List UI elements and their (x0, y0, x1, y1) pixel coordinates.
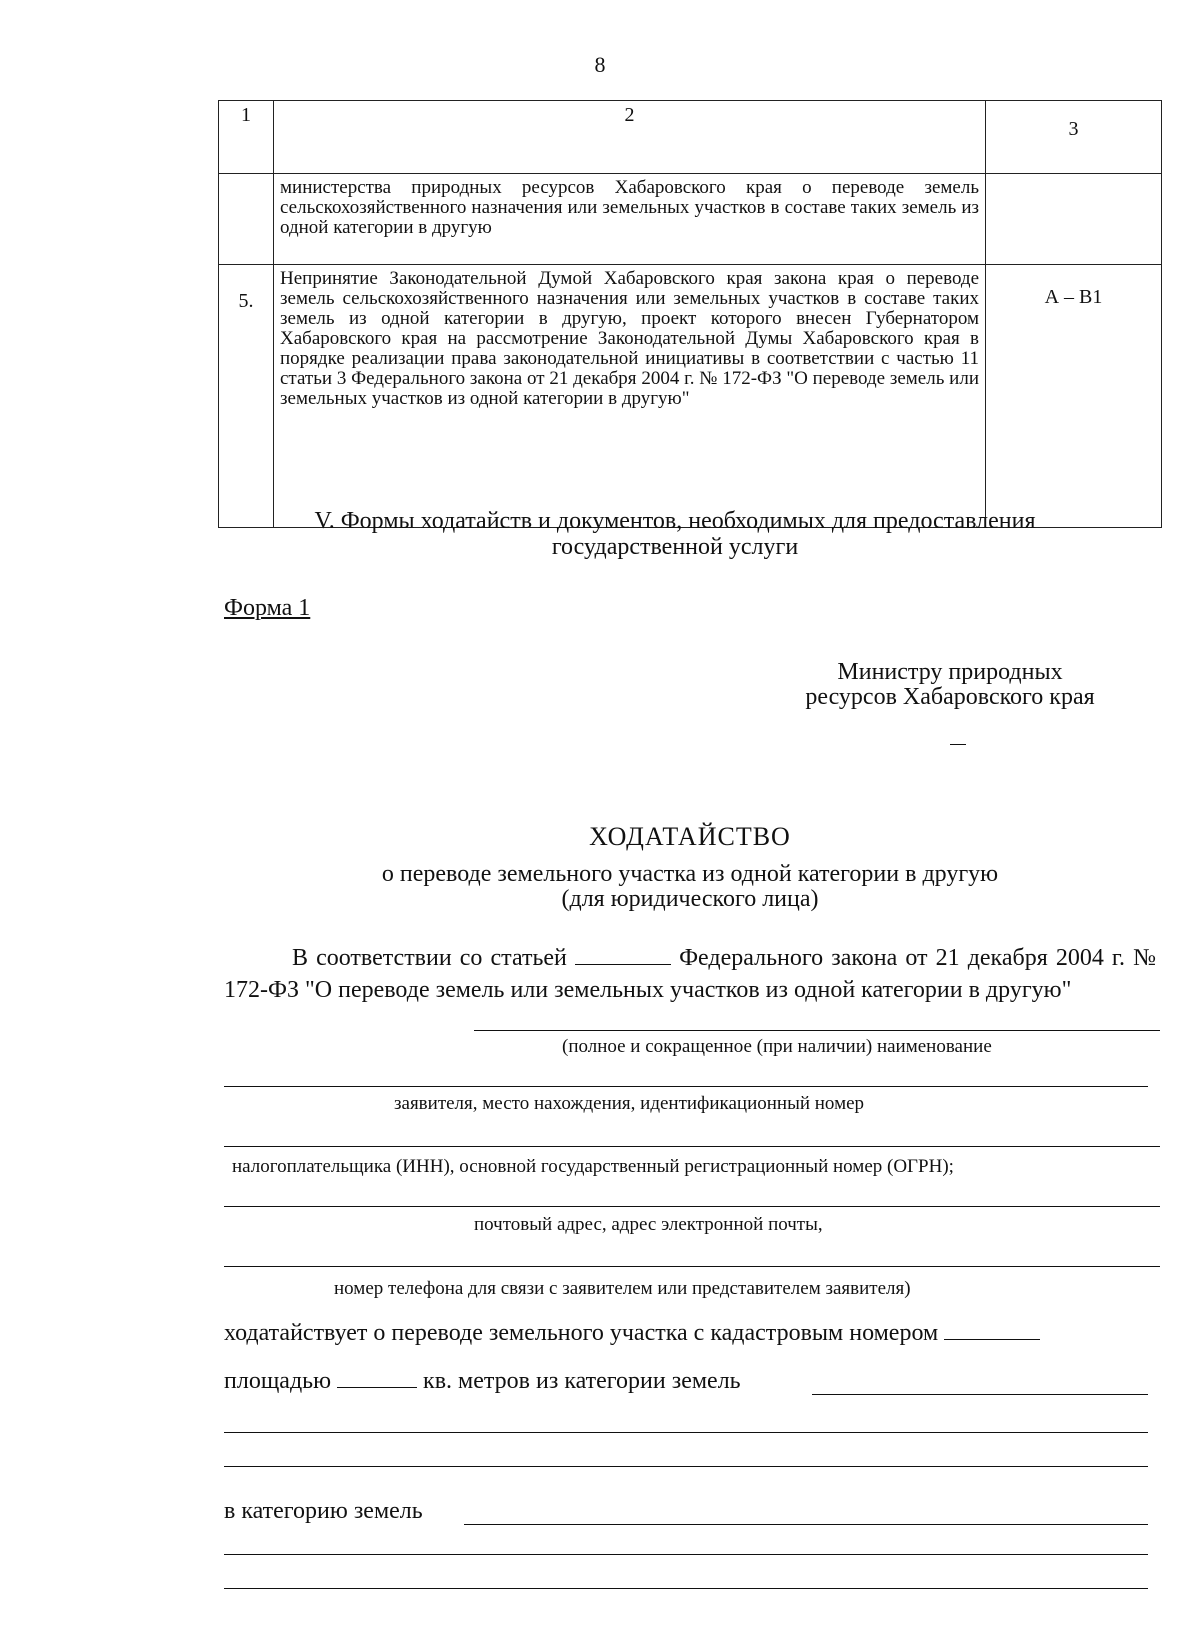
source-category-line-1[interactable] (812, 1394, 1148, 1395)
petition-text: ходатайствует о переводе земельного участка с кадастровым номером (224, 1320, 939, 1346)
row-number (219, 174, 274, 265)
row-code (986, 174, 1162, 265)
caption-tax-ids: налогоплательщика (ИНН), основной государственный регистрационный номер (ОГРН); (232, 1156, 954, 1177)
addressee-line1: Министру природных (837, 659, 1063, 685)
target-category-label: в категорию земель (224, 1498, 423, 1524)
table-header-row (219, 101, 1162, 174)
row-text: министерства природных ресурсов Хабаровского края о переводе земель сельскохозяйственного назначения или земельных участков в составе таких земель из одной категории в другую (274, 174, 986, 265)
row-number: 5. (219, 265, 274, 528)
addressee-line2: ресурсов Хабаровского края (805, 684, 1095, 710)
page-number: 8 (594, 52, 606, 77)
source-category-line-3[interactable] (224, 1466, 1148, 1467)
document-title: ХОДАТАЙСТВО (589, 822, 791, 851)
row-text: Непринятие Законодательной Думой Хабаровского края закона края о переводе земель сельскохозяйственного назначения или земельных участков в составе таких земель из одной категории в другую, проект которого внесен Губернатором Хабаровского края на рассмотрение Законодательной Думы Хабаровского края в порядке реализации права законодательной инициативы в соответствии с частью 11 статьи 3 Федерального закона от 21 декабря 2004 г. № 172-ФЗ "О переводе земель или земельных участков из одной категории в другую" (274, 265, 986, 528)
document-subtitle-line1: о переводе земельного участка из одной категории в другую (381, 861, 999, 887)
table-row (219, 174, 1162, 265)
cadastral-number-blank[interactable] (944, 1321, 1040, 1340)
body-text-part1: В соответствии со статьей (292, 945, 567, 971)
addressee-block (760, 660, 1140, 710)
article-number-blank[interactable] (575, 946, 671, 965)
section-heading-line1: V. Формы ходатайств и документов, необходимых для предоставления (314, 508, 1036, 534)
applicant-name-line-5[interactable] (224, 1266, 1160, 1267)
applicant-name-line-1[interactable] (474, 1030, 1160, 1031)
section-heading (230, 508, 1120, 560)
applicant-name-line-4[interactable] (224, 1206, 1160, 1207)
row-code: А – В1 (986, 265, 1162, 528)
document-subtitle (230, 862, 1150, 912)
header-col-3: 3 (986, 101, 1162, 174)
target-category-line (224, 1498, 423, 1525)
applicant-name-line-3[interactable] (224, 1146, 1160, 1147)
caption-location: заявителя, место нахождения, идентификационный номер (394, 1093, 865, 1114)
target-category-line-2[interactable] (224, 1554, 1148, 1555)
area-blank[interactable] (337, 1369, 417, 1388)
body-text-part2: Федерального закона от 21 декабря 2004 г. № 172-ФЗ "О переводе земель или земельных участков из одной категории в другую" (224, 945, 1157, 1003)
area-line (224, 1368, 741, 1395)
header-col-2: 2 (274, 101, 986, 174)
caption-address-email: почтовый адрес, адрес электронной почты, (474, 1214, 823, 1235)
source-category-line-2[interactable] (224, 1432, 1148, 1433)
header-col-1: 1 (219, 101, 274, 174)
target-category-line-3[interactable] (224, 1588, 1148, 1589)
caption-applicant-name: (полное и сокращенное (при наличии) наименование (562, 1036, 992, 1057)
results-table (218, 100, 1162, 528)
form-label: Форма 1 (224, 595, 311, 621)
area-prefix: площадью (224, 1368, 332, 1394)
body-paragraph (224, 942, 1156, 1006)
petition-line (224, 1320, 1040, 1347)
table-row (219, 265, 1162, 528)
area-suffix: кв. метров из категории земель (423, 1368, 741, 1394)
document-subtitle-line2: (для юридического лица) (561, 886, 819, 912)
caption-phone: номер телефона для связи с заявителем или представителем заявителя) (334, 1278, 911, 1299)
target-category-line-1[interactable] (464, 1524, 1148, 1525)
section-heading-line2: государственной услуги (551, 534, 799, 560)
dash-mark (950, 744, 966, 745)
applicant-name-line-2[interactable] (224, 1086, 1148, 1087)
